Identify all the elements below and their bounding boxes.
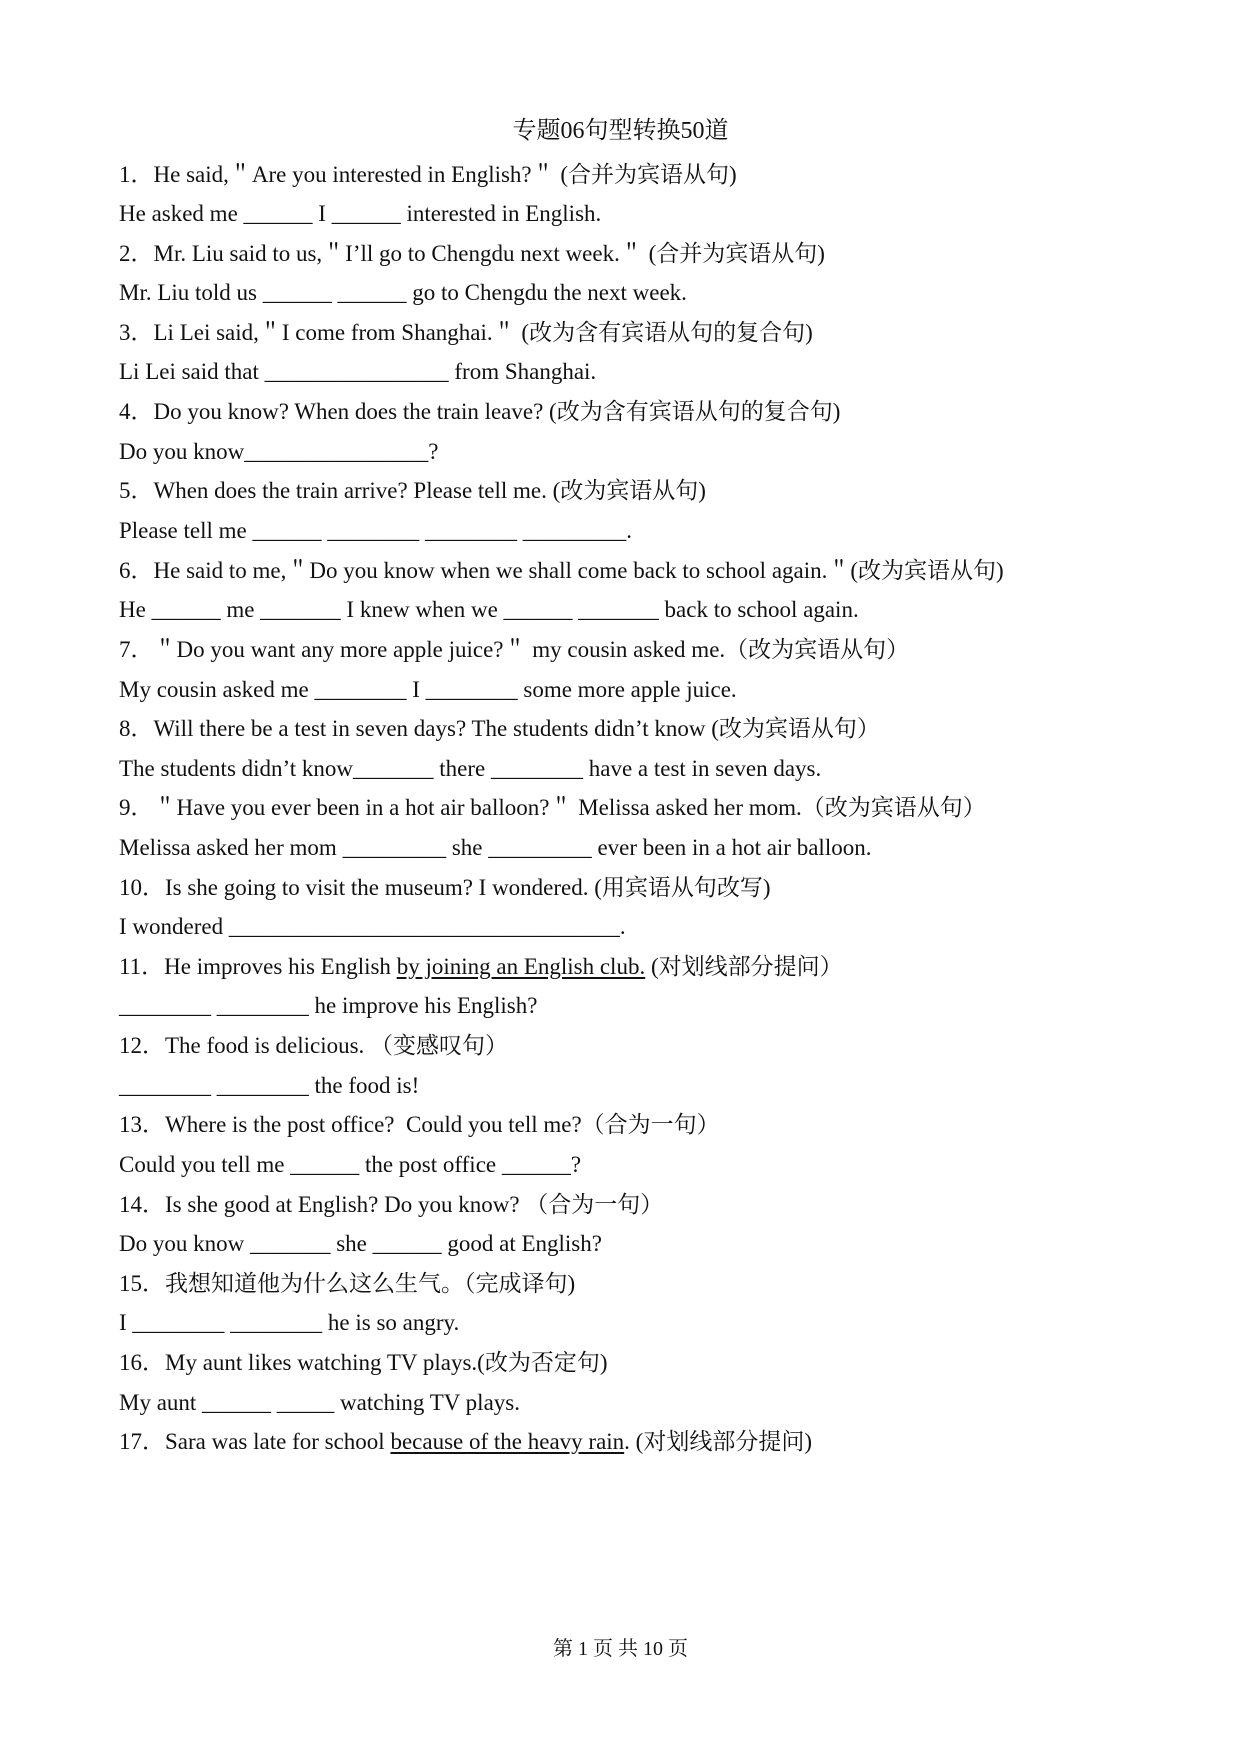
answer-11: ________ ________ he improve his English? [119, 993, 538, 1018]
answer-15: I ________ ________ he is so angry. [119, 1310, 460, 1335]
answer-14: Do you know _______ she ______ good at English? [119, 1231, 602, 1256]
question-7: 7．＂Do you want any more apple juice?＂ my cousin asked me.（改为宾语从句） [119, 637, 910, 662]
question-17-underlined: because of the heavy rain [390, 1429, 625, 1454]
question-6: 6．He said to me,＂Do you know when we shall come back to school again.＂(改为宾语从句) [119, 558, 1004, 583]
question-12: 12．The food is delicious. （变感叹句） [119, 1033, 509, 1058]
question-14: 14．Is she good at English? Do you know? （合为一句） [119, 1192, 664, 1217]
question-17-instruction: . (对划线部分提问) [624, 1429, 812, 1454]
question-17 [119, 1427, 812, 1457]
page-title: 专题06句型转换50道 [512, 118, 729, 144]
answer-1: He asked me ______ I ______ interested in English. [119, 201, 602, 226]
question-11-underlined: by joining an English club. [396, 954, 646, 979]
answer-13: Could you tell me ______ the post office ______? [119, 1152, 582, 1177]
answer-6: He ______ me _______ I knew when we ______ _______ back to school again. [119, 597, 859, 622]
question-16: 16．My aunt likes watching TV plays.(改为否定句) [119, 1350, 608, 1375]
question-1: 1．He said,＂Are you interested in English?＂ (合并为宾语从句) [119, 162, 737, 187]
question-9: 9．＂Have you ever been in a hot air balloon?＂ Melissa asked her mom.（改为宾语从句） [119, 795, 986, 820]
question-4: 4．Do you know? When does the train leave? (改为含有宾语从句的复合句) [119, 399, 841, 424]
answer-10: I wondered __________________________________. [119, 914, 626, 939]
question-8: 8．Will there be a test in seven days? The students didn’t know (改为宾语从句） [119, 716, 880, 741]
question-13: 13．Where is the post office? Could you tell me?（合为一句） [119, 1112, 720, 1137]
answer-9: Melissa asked her mom _________ she _________ ever been in a hot air balloon. [119, 835, 872, 860]
question-11-instruction: (对划线部分提问） [645, 954, 843, 979]
answer-3: Li Lei said that ________________ from Shanghai. [119, 359, 597, 384]
question-3: 3．Li Lei said,＂I come from Shanghai.＂ (改为含有宾语从句的复合句) [119, 320, 813, 345]
answer-16: My aunt ______ _____ watching TV plays. [119, 1390, 520, 1415]
answer-2: Mr. Liu told us ______ ______ go to Chengdu the next week. [119, 280, 687, 305]
question-2: 2．Mr. Liu said to us,＂I’ll go to Chengdu next week.＂ (合并为宾语从句) [119, 241, 825, 266]
page-footer: 第 1 页 共 10 页 [553, 1638, 688, 1660]
question-17-text: 17．Sara was late for school [119, 1429, 391, 1454]
question-11 [119, 952, 843, 982]
question-5: 5．When does the train arrive? Please tell me. (改为宾语从句) [119, 478, 706, 503]
answer-4: Do you know________________? [119, 439, 439, 464]
question-15: 15．我想知道他为什么这么生气。（完成译句) [119, 1271, 576, 1296]
answer-8: The students didn’t know_______ there ________ have a test in seven days. [119, 756, 822, 781]
question-10: 10．Is she going to visit the museum? I wondered. (用宾语从句改写) [119, 875, 771, 900]
answer-12: ________ ________ the food is! [119, 1073, 420, 1098]
answer-5: Please tell me ______ ________ ________ _________. [119, 518, 632, 543]
answer-7: My cousin asked me ________ I ________ some more apple juice. [119, 677, 737, 702]
question-11-text: 11．He improves his English [119, 954, 397, 979]
